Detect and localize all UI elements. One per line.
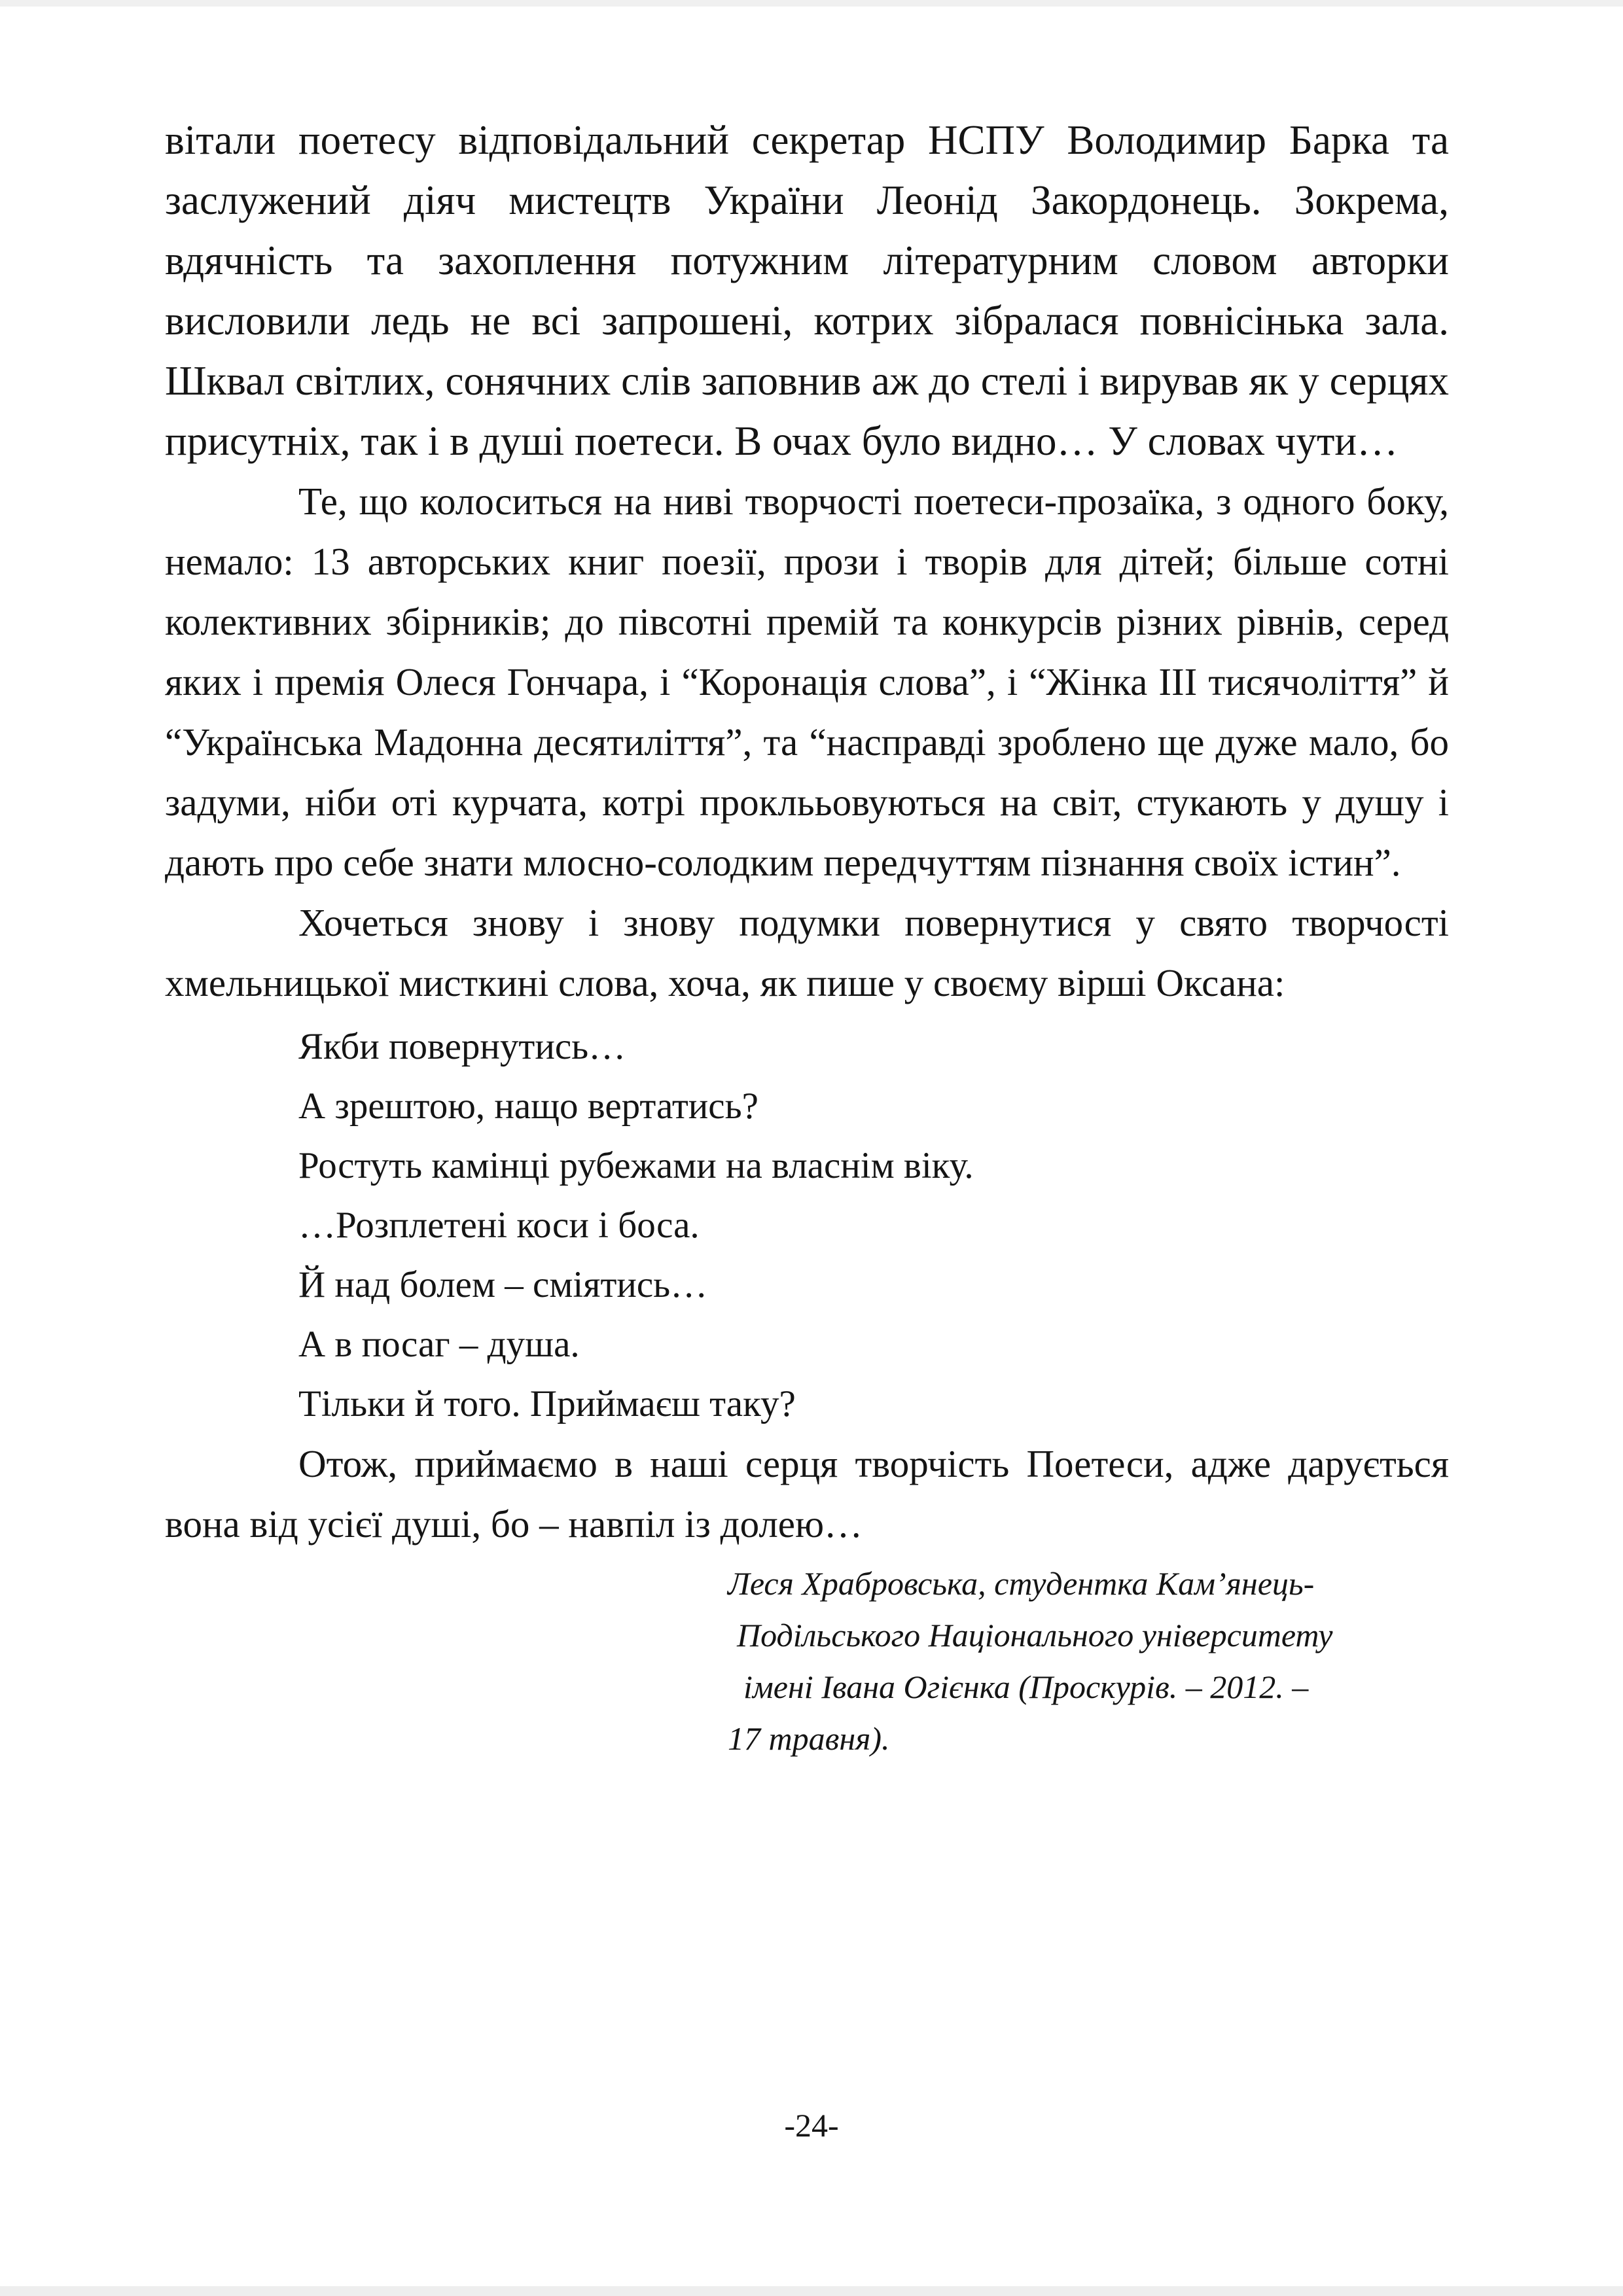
signature-line: 17 травня). xyxy=(728,1720,890,1757)
poem-line: А в посаг – душа. xyxy=(298,1324,580,1365)
page-number: -24- xyxy=(784,2107,839,2144)
poem-line: Тільки й того. Приймаєш таку? xyxy=(298,1383,796,1424)
poem-line: А зрештою, нащо вертатись? xyxy=(298,1086,758,1127)
paragraph-continuation: вітали поетесу відповідальний секретар НСПУ Володимир Барка та заслужений діяч мистецтв України Леонід Закордонець. Зокрема, вдячність та захоплення потужним літературним словом авторки висловили ледь не всі запрошені, котрих зібралася повнісінька зала. Шквал світлих, сонячних слів заповнив аж до стелі і вирував як у серцях присутніх, так і в душі поетеси. В очах було видно… У словах чути… xyxy=(165,117,1449,464)
poem-line: Якби повернутись… xyxy=(298,1026,626,1067)
author-signature xyxy=(728,1558,1454,1765)
paragraph-intro-poem: Хочеться знову і знову подумки повернутися у свято творчості хмельницької мисткині слова, хоча, як пише у своєму вірші Оксана: xyxy=(165,901,1449,1004)
signature-line: Подільського Національного університету xyxy=(737,1617,1333,1653)
poem-line: Ростуть камінці рубежами на власнім віку. xyxy=(298,1145,974,1186)
poem-line: …Розплетені коси і боса. xyxy=(298,1205,700,1246)
paragraph-achievements: Те, що колоситься на ниві творчості поетеси-прозаїка, з одного боку, немало: 13 авторських книг поезії, прози і творів для дітей; більше сотні колективних збірників; до півсотні премій та конкурсів різних рівнів, серед яких і премія Олеся Гончара, і “Коронація слова”, і “Жінка ІІІ тисячоліття” й “Українська Мадонна десятиліття”, та “насправді зроблено ще дуже мало, бо задуми, ніби оті курчата, котрі проклььовуються на світ, стукають у душу і дають про себе знати млосно-солодким передчуттям пізнання своїх істин”. xyxy=(165,480,1449,884)
signature-line: імені Івана Огієнка (Проскурів. – 2012. – xyxy=(743,1669,1309,1705)
paragraph-closing: Отож, приймаємо в наші серця творчість Поетеси, адже дарується вона від усієї душі, бо – навпіл із долею… xyxy=(165,1442,1449,1545)
poem-line: Й над болем – сміятись… xyxy=(298,1264,708,1305)
signature-line: Леся Храбровська, студентка Кам’янець- xyxy=(728,1565,1315,1602)
document-page xyxy=(165,110,1449,1765)
poem-quote xyxy=(165,1017,1449,1434)
top-border xyxy=(0,0,1623,7)
bottom-border xyxy=(0,2286,1623,2296)
